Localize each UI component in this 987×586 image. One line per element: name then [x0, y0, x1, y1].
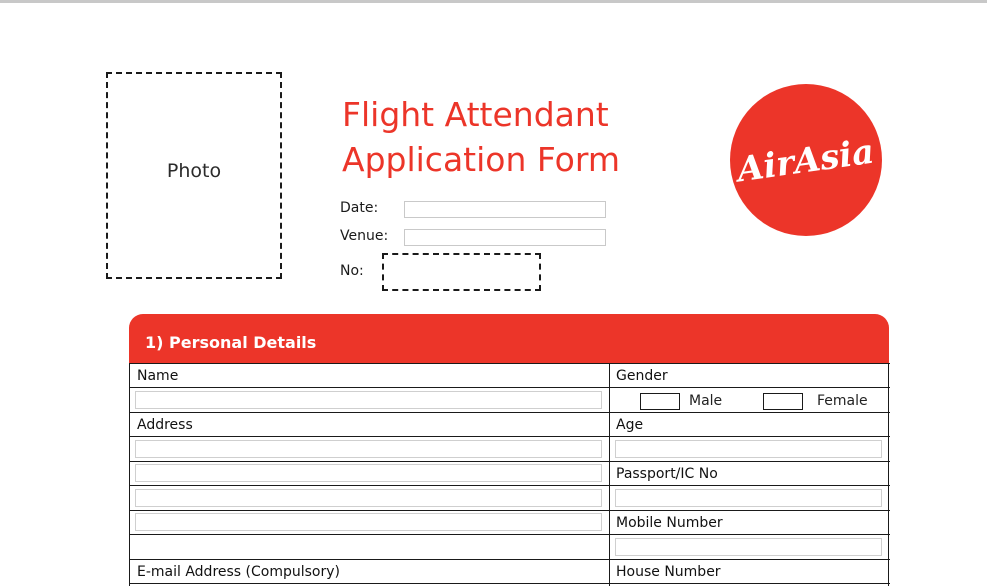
address-field-line3[interactable]: [135, 489, 602, 507]
name-field[interactable]: [135, 391, 602, 409]
svg-text:AirAsia: AirAsia: [734, 131, 877, 191]
top-rule: [0, 0, 987, 3]
passport-field[interactable]: [615, 489, 882, 507]
no-label: No:: [340, 263, 364, 279]
mobile-label: Mobile Number: [616, 515, 723, 531]
female-label: Female: [817, 393, 868, 409]
date-label: Date:: [340, 200, 379, 216]
personal-details-table: [129, 363, 889, 586]
male-checkbox[interactable]: [640, 393, 680, 410]
gender-label: Gender: [616, 368, 668, 384]
photo-placeholder: [106, 72, 282, 279]
house-number-label: House Number: [616, 564, 721, 580]
airasia-logo: [730, 84, 882, 236]
male-label: Male: [689, 393, 723, 409]
passport-label: Passport/IC No: [616, 466, 718, 482]
venue-label: Venue:: [340, 228, 389, 244]
age-label: Age: [616, 417, 644, 433]
form-title-line2: Application Form: [342, 140, 621, 179]
female-checkbox[interactable]: [763, 393, 803, 410]
form-title-line1: Flight Attendant: [342, 95, 609, 134]
photo-label: Photo: [166, 159, 222, 182]
address-field-line1[interactable]: [135, 440, 602, 458]
address-label: Address: [137, 417, 193, 433]
venue-field[interactable]: [404, 229, 606, 246]
address-field-line2[interactable]: [135, 464, 602, 482]
personal-details-header: 1) Personal Details: [129, 314, 889, 363]
age-field[interactable]: [615, 440, 882, 458]
form-title: [342, 92, 702, 182]
mobile-field[interactable]: [615, 538, 882, 556]
airasia-logo-mark: [730, 84, 882, 236]
no-field[interactable]: [382, 253, 541, 291]
address-field-line4[interactable]: [135, 513, 602, 531]
name-label: Name: [137, 368, 179, 384]
email-label: E-mail Address (Compulsory): [137, 564, 340, 580]
date-field[interactable]: [404, 201, 606, 218]
